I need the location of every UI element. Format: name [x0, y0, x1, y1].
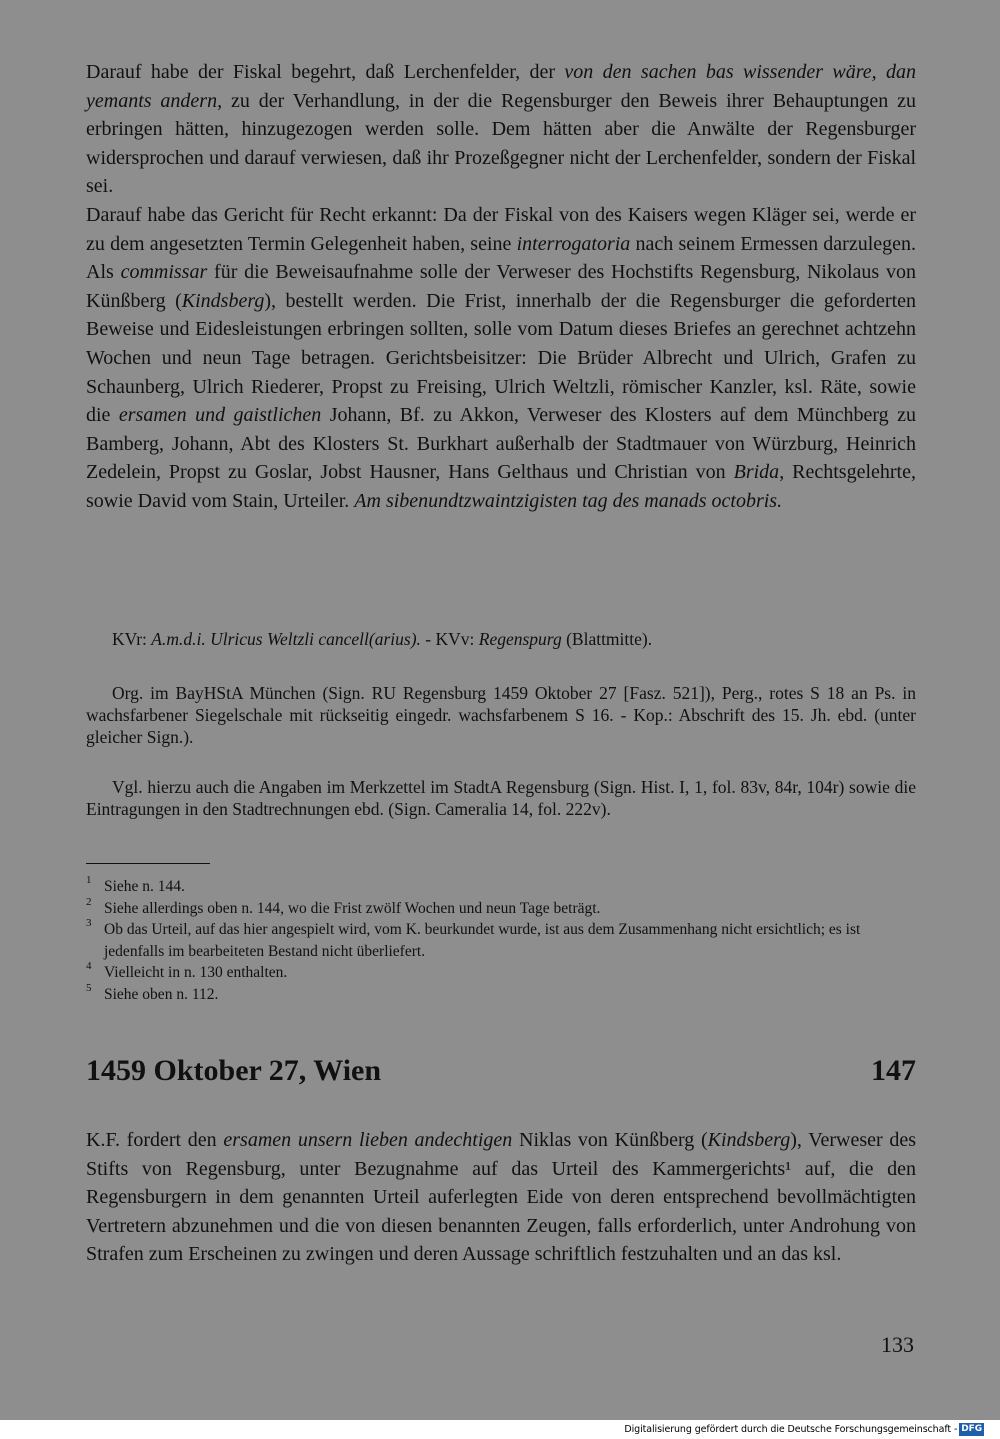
dfg-logo: DFG — [961, 1423, 982, 1434]
text-run: Johann, Bf. zu Akkon, Verweser des Klosters auf dem Münchberg zu Bamberg, Johann, Abt des Klosters St. Burkhart außerhalb der Stadtmauer von Würzburg, Heinrich Zedelein, Propst zu Goslar, Jobst Hausner, Hans Gelthaus und Christian von — [86, 404, 916, 484]
footnote-text: Siehe oben n. 112. — [104, 985, 219, 1003]
footnote-text: Vielleicht in n. 130 enthalten. — [104, 964, 288, 981]
footnote — [86, 876, 916, 898]
paragraph-2 — [86, 201, 916, 516]
footnote-number: 1 — [86, 874, 92, 886]
text-run: Brida — [733, 461, 780, 484]
text-run: Kindsberg — [181, 289, 265, 312]
footer-text: Digitalisierung gefördert durch die Deutsche Forschungsgemeinschaft - — [624, 1423, 958, 1435]
document-heading — [86, 1054, 916, 1088]
text-run: interrogatoria — [516, 232, 631, 255]
paragraph-1 — [86, 58, 916, 201]
page-number: 133 — [881, 1332, 914, 1357]
footnote-number: 4 — [86, 960, 92, 972]
footnote-text: Siehe n. 144. — [104, 878, 185, 895]
footnote-number: 2 — [86, 895, 92, 908]
text-run: für die Beweisaufnahme solle der Verweser des Hochstifts Regensburg, Nikolaus von Künßberg ( — [86, 261, 916, 312]
footnote-number: 5 — [86, 981, 92, 994]
footnote-text: Ob das Urteil, auf das hier angespielt wird, vom K. beurkundet wurde, ist aus dem Zusammenhang nicht ersichtlich; es ist jedenfalls im bearbeiteten Bestand nicht überliefert. — [104, 921, 861, 960]
text-run: Regenspurg — [478, 629, 562, 649]
text-run: ), bestellt werden. Die Frist, innerhalb der die Regensburger die geforderten Beweise und Eidesleistungen erbringen sollten, solle vom Datum dieses Briefes an gerechnet achtzehn Wochen und neun Tage betragen. Gerichtsbeisitzer: Die Brüder Albrecht und Ulrich, Grafen zu Schaunberg, Ulrich Riederer, Propst zu Freising, Ulrich Weltzli, römischer Kanzler, ksl. Räte, sowie die — [86, 289, 916, 427]
text-run: KVr: — [112, 629, 152, 649]
text-run: - KVv: — [420, 629, 479, 649]
org-text: Org. im BayHStA München (Sign. RU Regensburg 1459 Oktober 27 [Fasz. 521]), Perg., rotes S 18 an Ps. in wachsfarbener Siegelschale mit rückseitig eingedr. wachsfarbenem S 16. - Kop.: Abschrift des 15. Jh. ebd. (unter gleicher Sign.). — [86, 683, 916, 747]
text-run: ersamen unsern lieben andechtigen — [223, 1129, 513, 1151]
text-run: Am sibenundtzwaintzigisten tag des manads octobris. — [354, 489, 783, 512]
regest-text — [86, 1126, 916, 1269]
text-run: ), Verweser des Stifts von Regensburg, unter Bezugnahme auf das Urteil des Kammergerichts¹ auf, die den Regensburgern in dem genannten Urteil auferlegten Eide von deren entsprechend bevollmächtigten Vertretern abzunehmen und die von diesen benannten Zeugen, falls erforderlich, unter Androhung von Strafen zum Erscheinen zu zwingen und deren Aussage schriftlich festzuhalten und an das ksl. — [86, 1129, 917, 1266]
text-run: von den sachen bas wissender wäre, dan yemants andern, — [86, 61, 916, 112]
reference-note — [86, 776, 916, 820]
heading-number: 147 — [871, 1054, 916, 1087]
text-run: Kindsberg — [707, 1129, 791, 1151]
footnotes — [86, 876, 916, 1005]
text-run: commissar — [120, 261, 208, 284]
vgl-text: Vgl. hierzu auch die Angaben im Merkzettel im StadtA Regensburg (Sign. Hist. I, 1, fol. 83v, 84r, 104r) sowie die Eintragungen in den Stadtrechnungen ebd. (Sign. Cameralia 14, fol. 222v). — [86, 777, 916, 819]
footnote — [86, 919, 916, 962]
heading-date-place: 1459 Oktober 27, Wien — [86, 1054, 382, 1087]
main-text — [86, 58, 916, 516]
kv-line — [86, 628, 916, 650]
text-run: Darauf habe das Gericht für Recht erkannt: Da der Fiskal von des Kaisers wegen Kläger sei, werde er zu dem angesetzten Termin Gelegenheit haben, seine — [86, 203, 916, 255]
text-run: ersamen und gaistlichen — [118, 404, 322, 427]
original-note — [86, 682, 916, 748]
footnote-divider — [86, 863, 210, 864]
dfg-footer — [624, 1421, 984, 1437]
text-run: zu der Verhandlung, in der die Regensburger den Beweis ihrer Behauptungen zu erbringen hätten, hinzugezogen werden solle. Dem hätten aber die Anwälte der Regensburger widersprochen und darauf verwiesen, daß ihr Prozeßgegner nicht der Lerchenfelder, sondern der Fiskal sei. — [86, 89, 916, 198]
regest-paragraph — [86, 1126, 916, 1269]
footnote — [86, 981, 916, 1006]
text-run: A.m.d.i. Ulricus Weltzli cancell(arius). — [151, 629, 421, 649]
footnote-number: 3 — [86, 917, 92, 929]
footnote — [86, 895, 916, 920]
kv-note — [86, 628, 916, 650]
text-run: (Blattmitte). — [561, 629, 653, 649]
text-run: K.F. fordert den — [86, 1129, 224, 1151]
text-run: Darauf habe der Fiskal begehrt, daß Lerchenfelder, der — [86, 61, 565, 83]
text-run: nach seinem Ermessen darzulegen. Als — [86, 232, 917, 284]
footnote — [86, 962, 916, 984]
text-run: , Rechtsgelehrte, sowie David vom Stain, Urteiler. — [86, 461, 916, 512]
footnote-text: Siehe allerdings oben n. 144, wo die Frist zwölf Wochen und neun Tage beträgt. — [104, 899, 601, 917]
text-run: Niklas von Künßberg ( — [512, 1129, 708, 1151]
